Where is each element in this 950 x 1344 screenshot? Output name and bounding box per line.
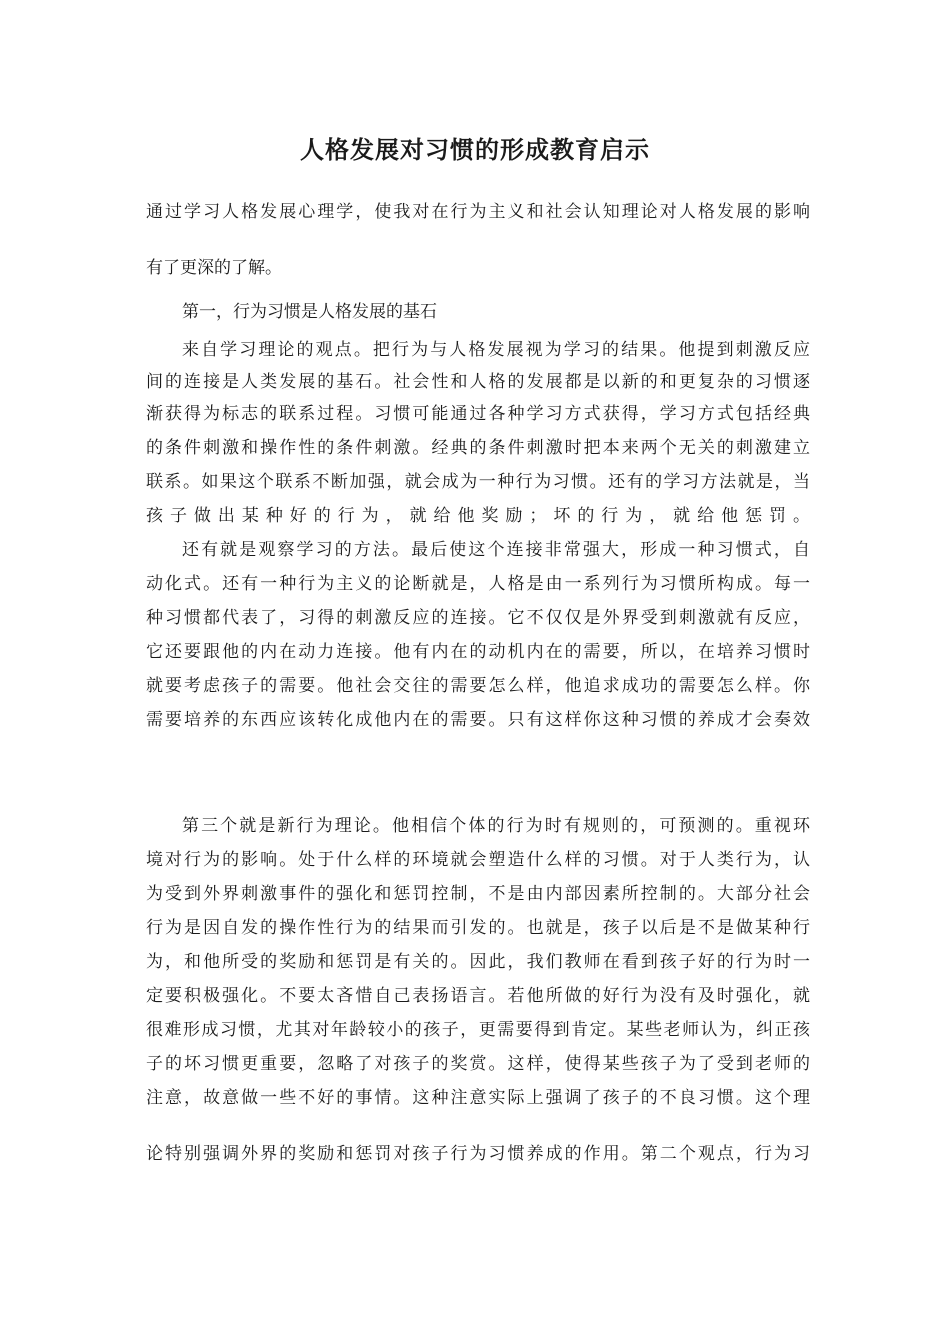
paragraph-line: 行为是因自发的操作性行为的结果而引发的。也就是，孩子以后是不是做某种行 <box>146 918 810 938</box>
paragraph-line: 动化式。还有一种行为主义的论断就是，人格是由一系列行为习惯所构成。每一 <box>146 574 810 594</box>
paragraph-line: 需要培养的东西应该转化成他内在的需要。只有这样你这种习惯的养成才会奏效 <box>146 710 810 730</box>
paragraph-line: 来自学习理论的观点。把行为与人格发展视为学习的结果。他提到刺激反应 <box>182 340 810 360</box>
paragraph-line: 通过学习人格发展心理学，使我对在行为主义和社会认知理论对人格发展的影响 <box>146 202 810 222</box>
paragraph-line: 注意，故意做一些不好的事情。这种注意实际上强调了孩子的不良习惯。这个理 <box>146 1088 810 1108</box>
paragraph-line: 间的连接是人类发展的基石。社会性和人格的发展都是以新的和更复杂的习惯逐 <box>146 372 810 392</box>
paragraph-line: 境对行为的影响。处于什么样的环境就会塑造什么样的习惯。对于人类行为，认 <box>146 850 810 870</box>
paragraph-line: 种习惯都代表了，习得的刺激反应的连接。它不仅仅是外界受到刺激就有反应， <box>146 608 810 628</box>
paragraph-line: 孩子做出某种好的行为，就给他奖励；坏的行为，就给他惩罚。 <box>146 506 810 526</box>
paragraph-line: 渐获得为标志的联系过程。习惯可能通过各种学习方式获得，学习方式包括经典 <box>146 404 810 424</box>
paragraph-line: 为，和他所受的奖励和惩罚是有关的。因此，我们教师在看到孩子好的行为时一 <box>146 952 810 972</box>
paragraph-line: 定要积极强化。不要太吝惜自己表扬语言。若他所做的好行为没有及时强化，就 <box>146 986 810 1006</box>
paragraph-line: 有了更深的了解。 <box>146 258 282 278</box>
section-heading: 第一，行为习惯是人格发展的基石 <box>182 302 437 322</box>
paragraph-line: 子的坏习惯更重要，忽略了对孩子的奖赏。这样，使得某些孩子为了受到老师的 <box>146 1054 810 1074</box>
paragraph-line: 它还要跟他的内在动力连接。他有内在的动机内在的需要，所以，在培养习惯时 <box>146 642 810 662</box>
document-title: 人格发展对习惯的形成教育启示 <box>300 135 650 164</box>
paragraph-line: 联系。如果这个联系不断加强，就会成为一种行为习惯。还有的学习方法就是，当 <box>146 472 810 492</box>
paragraph-line: 论特别强调外界的奖励和惩罚对孩子行为习惯养成的作用。第二个观点，行为习 <box>146 1144 810 1164</box>
paragraph-line: 的条件刺激和操作性的条件刺激。经典的条件刺激时把本来两个无关的刺激建立 <box>146 438 810 458</box>
paragraph-line: 为受到外界刺激事件的强化和惩罚控制，不是由内部因素所控制的。大部分社会 <box>146 884 810 904</box>
paragraph-line: 就要考虑孩子的需要。他社会交往的需要怎么样，他追求成功的需要怎么样。你 <box>146 676 810 696</box>
paragraph-line: 还有就是观察学习的方法。最后使这个连接非常强大，形成一种习惯式，自 <box>182 540 810 560</box>
paragraph-line: 很难形成习惯，尤其对年龄较小的孩子，更需要得到肯定。某些老师认为，纠正孩 <box>146 1020 810 1040</box>
paragraph-line: 第三个就是新行为理论。他相信个体的行为时有规则的，可预测的。重视环 <box>182 816 810 836</box>
